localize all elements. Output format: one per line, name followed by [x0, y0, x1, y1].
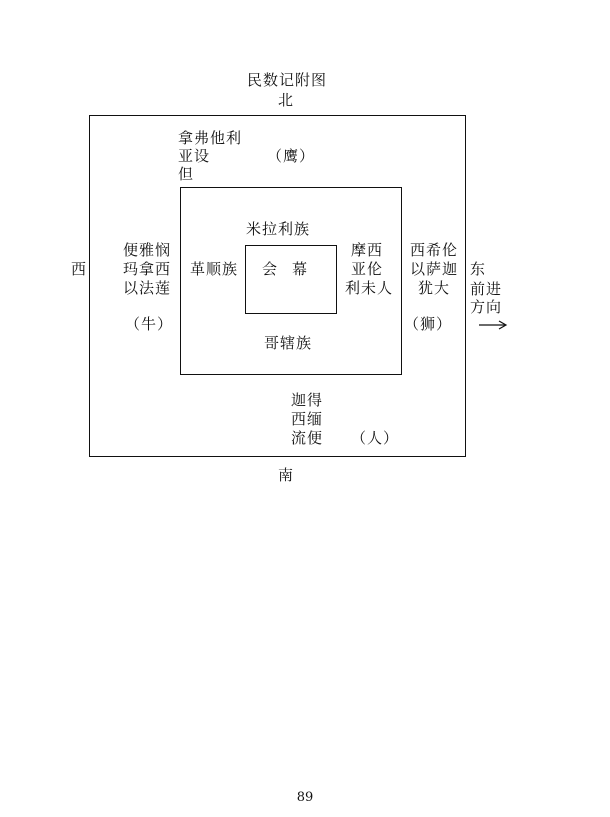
south-tribe-1: 迦得	[291, 391, 324, 409]
east-emblem: （狮）	[404, 315, 453, 333]
west-tribe-2: 玛拿西	[123, 260, 172, 278]
tabernacle-char-2: 幕	[292, 260, 309, 278]
levite-east-line3: 利未人	[345, 279, 394, 297]
west-tribe-1: 便雅悯	[123, 241, 172, 259]
levite-east-line1: 摩西	[351, 241, 384, 259]
diagram-title: 民数记附图	[247, 71, 328, 89]
tabernacle-char-1: 会	[262, 260, 279, 278]
advance-label-line2: 方向	[470, 298, 503, 316]
west-emblem: （牛）	[125, 315, 174, 333]
south-label: 南	[278, 466, 295, 484]
tabernacle-box	[245, 245, 337, 314]
west-tribe-3: 以法莲	[123, 279, 172, 297]
levite-north-merari: 米拉利族	[246, 220, 311, 238]
north-label: 北	[278, 91, 295, 109]
north-tribe-2: 亚设	[178, 147, 211, 165]
page-number: 89	[296, 790, 314, 805]
north-tribe-1: 拿弗他利	[178, 129, 243, 147]
west-label: 西	[71, 260, 88, 278]
south-emblem: （人）	[351, 429, 400, 447]
levite-west-gershon: 革顺族	[190, 260, 239, 278]
north-tribe-3: 但	[178, 165, 195, 183]
north-emblem: （鹰）	[267, 147, 316, 165]
south-tribe-2: 西缅	[291, 410, 324, 428]
east-arrow-icon	[479, 320, 507, 321]
east-tribe-3: 犹大	[418, 279, 451, 297]
levite-east-line2: 亚伦	[351, 260, 384, 278]
levite-south-kohath: 哥辖族	[264, 334, 313, 352]
south-tribe-3: 流便	[291, 429, 324, 447]
advance-label-line1: 前进	[470, 280, 503, 298]
east-label: 东	[470, 260, 487, 278]
east-tribe-2: 以萨迦	[410, 260, 459, 278]
east-tribe-1: 西希伦	[410, 241, 459, 259]
